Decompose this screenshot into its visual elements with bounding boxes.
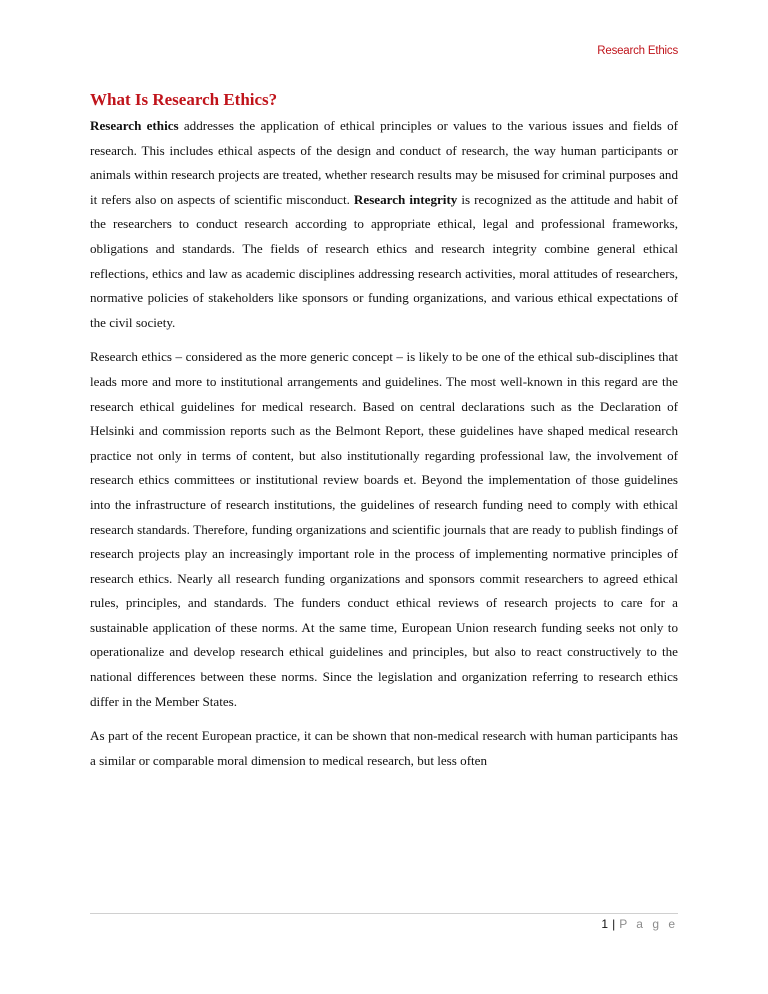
footer-divider: [90, 913, 678, 914]
page-number: 1: [601, 917, 609, 931]
page-footer: [601, 917, 678, 931]
paragraph-1-text-b: is recognized as the attitude and habit of the researchers to conduct research according to appropriate ethical, legal and professional frameworks, obligations and standards. The fields of research ethics and research integrity combine general ethical reflections, ethics and law as academic disciplines addressing research activities, moral attitudes of researchers, normative policies of stakeholders like sponsors or funding organizations, and various ethical expectations of the civil society.: [90, 191, 678, 330]
paragraph-2: Research ethics – considered as the more generic concept – is likely to be one of the ethical sub-disciplines that leads more and more to institutional arrangements and guidelines. The most well-known in this regard are the research ethical guidelines for medical research. Based on central declarations such as the Declaration of Helsinki and commission reports such as the Belmont Report, these guidelines have shaped medical research practice not only in terms of content, but also institutionally regarding professional law, the involvement of research ethics committees or institutional review boards et. Beyond the implementation of those guidelines into the infrastructure of research institutions, the guidelines of research funding need to comply with ethical research standards. Therefore, funding organizations and scientific journals that are ready to publish findings of research projects play an increasingly important role in the process of implementing normative principles of research ethics. Nearly all research funding organizations and sponsors commit researchers to agreed ethical rules, principles, and standards. The funders conduct ethical reviews of research projects to care for a sustainable application of these norms. At the same time, European Union research funding seeks not only to operationalize and develop research ethical guidelines and principles, but also to react constructively to the national differences between these norms. Since the legislation and organization referring to research ethics differ in the Member States.: [90, 349, 678, 709]
document-body: [90, 90, 678, 783]
document-title: What Is Research Ethics?: [90, 90, 278, 109]
running-header: Research Ethics: [597, 45, 678, 57]
paragraph-1: [90, 114, 678, 335]
term-research-integrity: Research integrity: [353, 191, 458, 207]
term-research-ethics: Research ethics: [90, 118, 179, 133]
paragraph-1-text-a: addresses the application of ethical principles or values to the various issues and fields of research. This includes ethical aspects of the design and conduct of research, the way human participants or animals within research projects are treated, whether research results may be misused for criminal purposes and it refers also on aspects of scientific misconduct.: [90, 118, 679, 207]
page-separator: |: [612, 917, 616, 931]
paragraph-3: As part of the recent European practice, it can be shown that non-medical research with human participants has a similar or comparable moral dimension to medical research, but less often: [90, 728, 678, 768]
page-label: P a g e: [619, 917, 678, 931]
